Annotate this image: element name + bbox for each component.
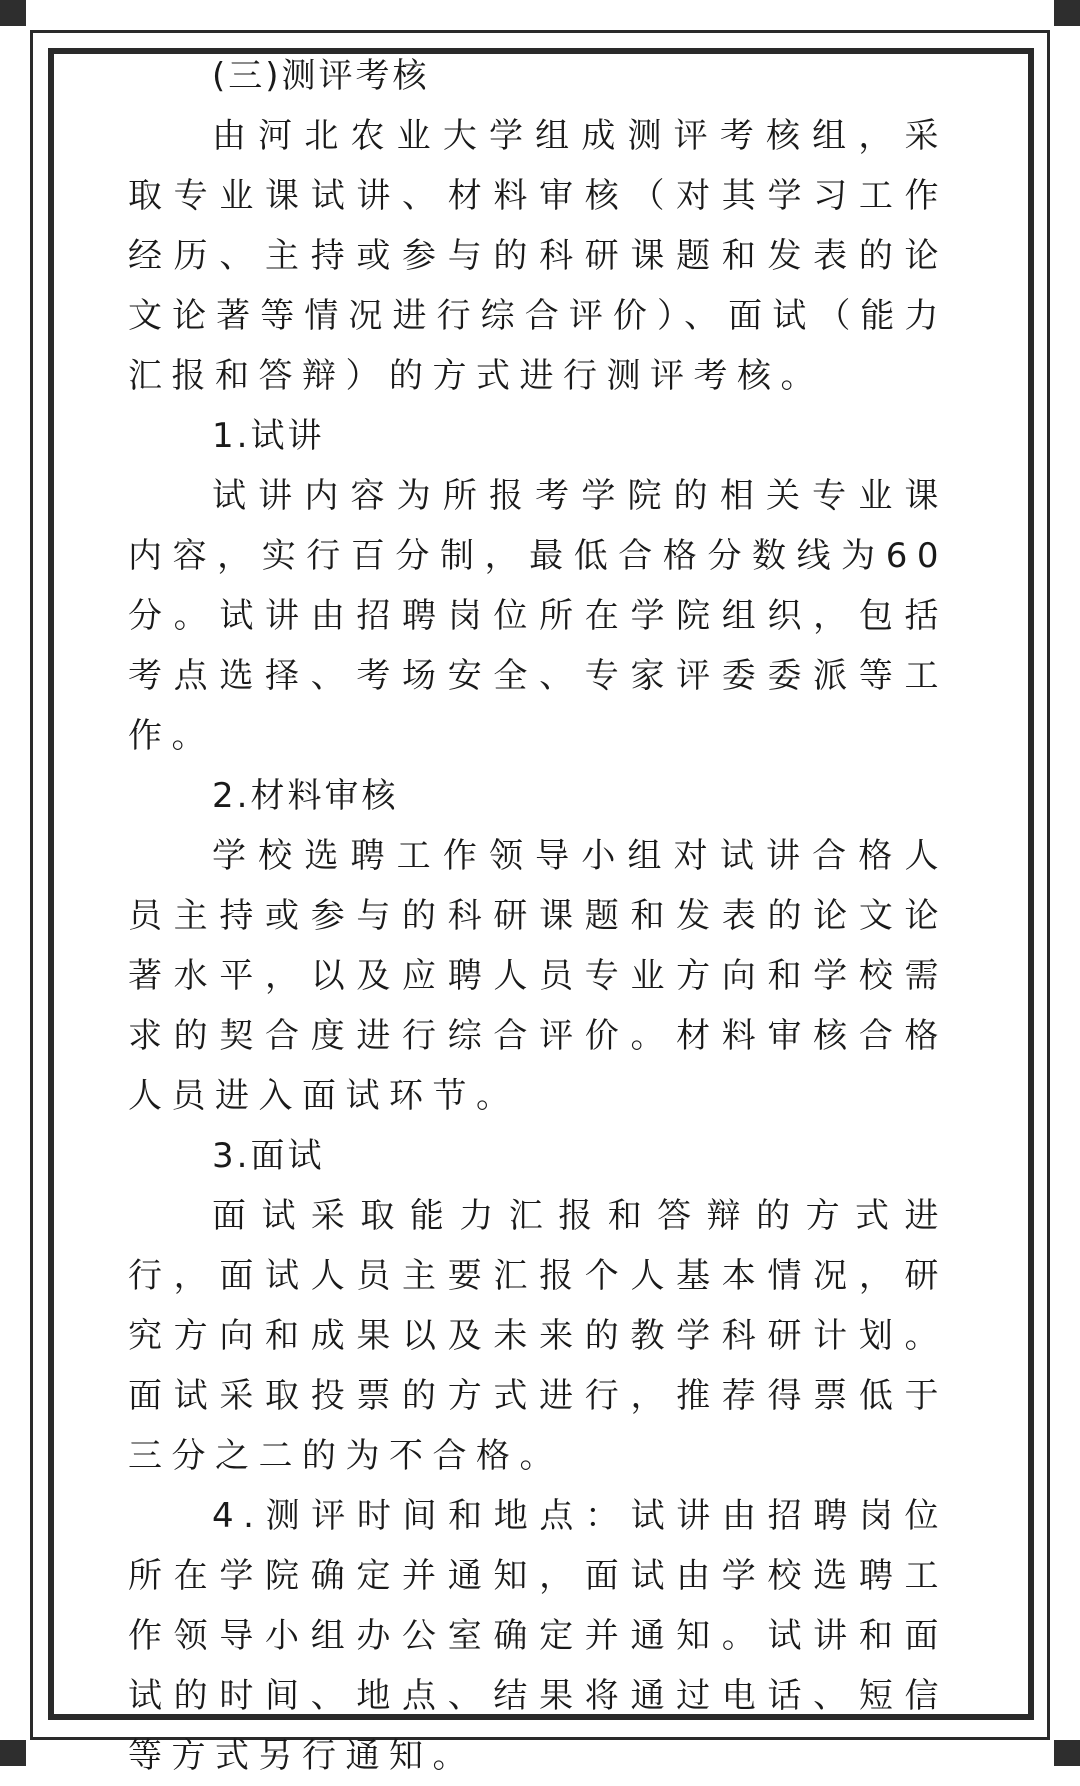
- intro-paragraph: 由河北农业大学组成测评考核组，采取专业课试讲、材料审核（对其学习工作经历、主持或参与的科研课题和发表的论文论著等情况进行综合评价）、面试（能力汇报和答辩）的方式进行测评考核。: [128, 116, 948, 396]
- corner-mark-bottom-left: [0, 1740, 26, 1766]
- item-paragraph-interview: 面试采取能力汇报和答辩的方式进行，面试人员主要汇报个人基本情况，研究方向和成果以及未来的教学科研计划。面试采取投票的方式进行，推荐得票低于三分之二的为不合格。: [128, 1196, 948, 1476]
- item-paragraph-trial-lecture: 试讲内容为所报考学院的相关专业课内容，实行百分制，最低合格分数线为60分。试讲由招聘岗位所在学院组织，包括考点选择、考场安全、专家评委委派等工作。: [128, 476, 948, 756]
- corner-mark-top-left: [0, 0, 26, 26]
- item-paragraph-material-review: 学校选聘工作领导小组对试讲合格人员主持或参与的科研课题和发表的论文论著水平，以及应聘人员专业方向和学校需求的契合度进行综合评价。材料审核合格人员进入面试环节。: [128, 836, 948, 1116]
- item-heading-material-review: 2.材料审核: [212, 776, 399, 816]
- section-title: (三)测评考核: [212, 56, 430, 96]
- corner-mark-bottom-right: [1054, 1740, 1080, 1766]
- item-heading-trial-lecture: 1.试讲: [212, 416, 325, 456]
- document-body: [128, 46, 948, 1786]
- corner-mark-top-right: [1054, 0, 1080, 26]
- item-heading-interview: 3.面试: [212, 1136, 325, 1176]
- timing-paragraph: 4.测评时间和地点：试讲由招聘岗位所在学院确定并通知，面试由学校选聘工作领导小组办公室确定并通知。试讲和面试的时间、地点、结果将通过电话、短信等方式另行通知。: [128, 1496, 948, 1776]
